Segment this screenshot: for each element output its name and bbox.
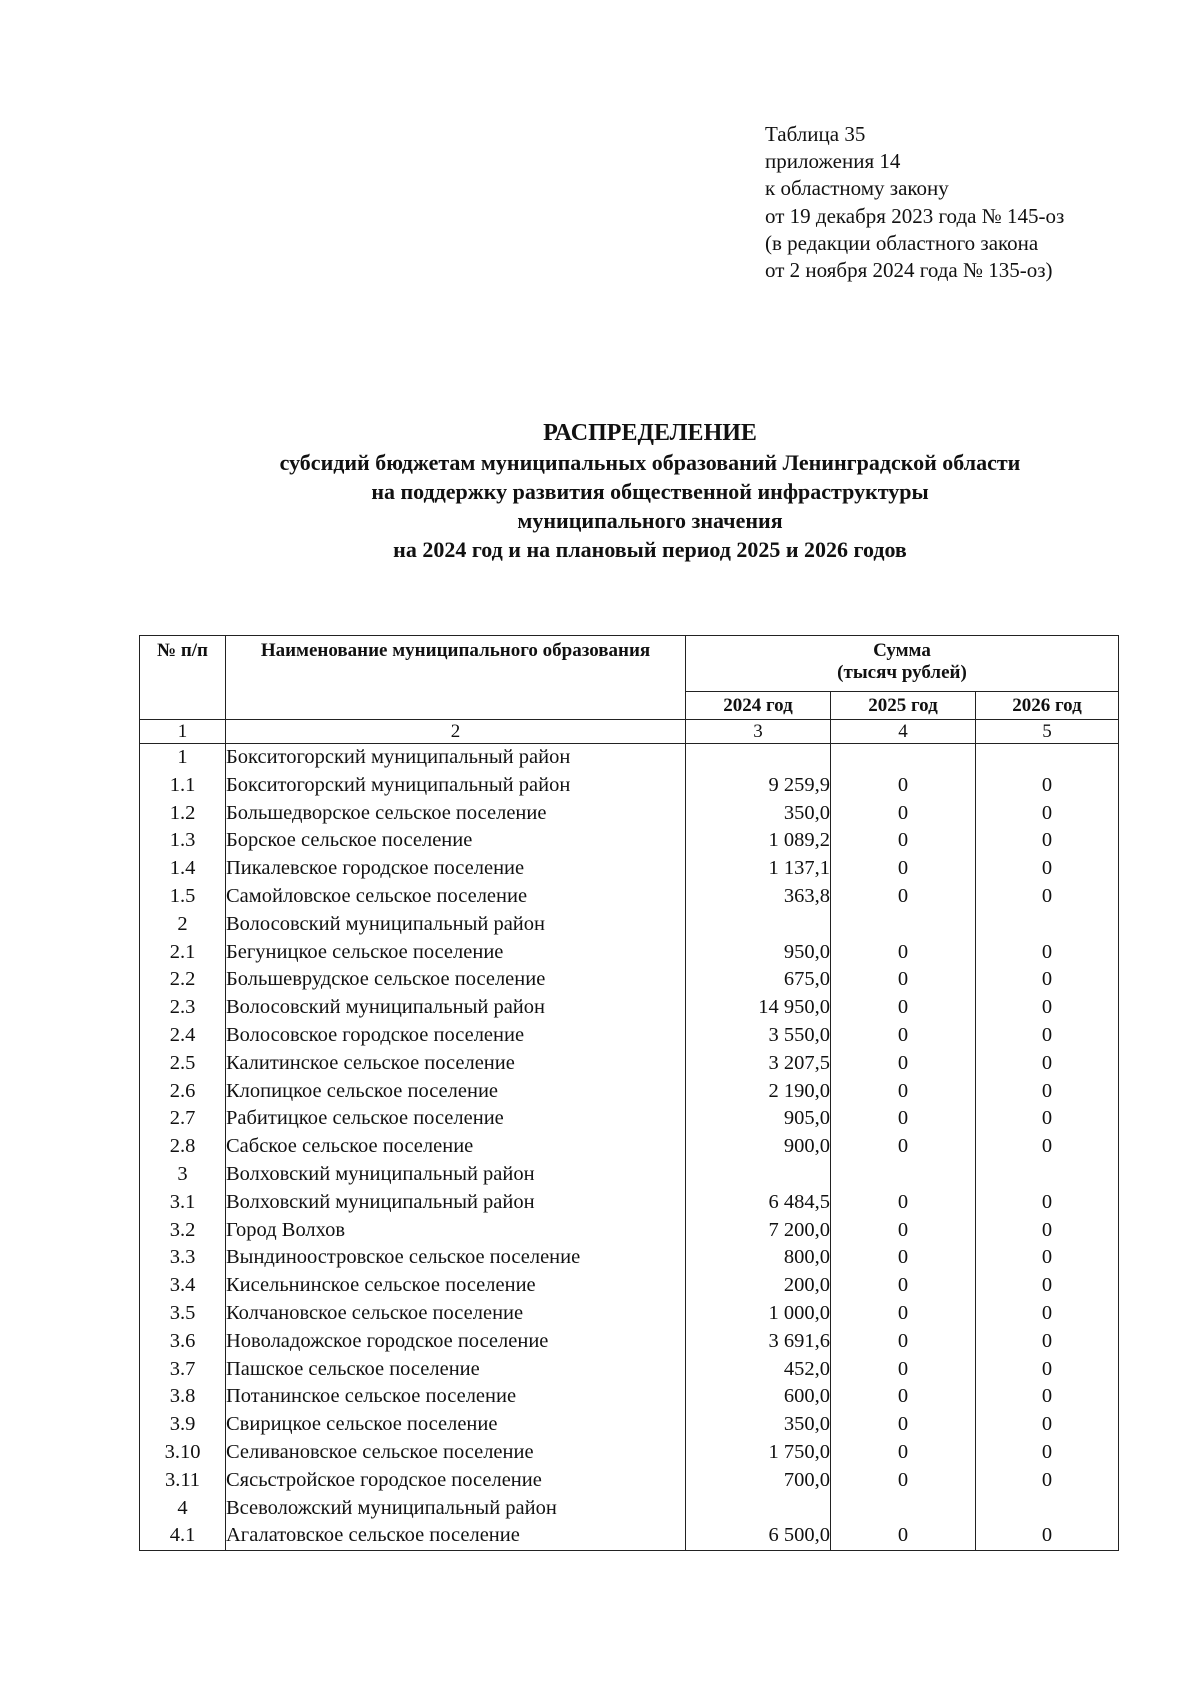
row-number: 2.6 <box>140 1078 226 1106</box>
row-number: 1.4 <box>140 855 226 883</box>
header-sum-unit: (тысяч рублей) <box>837 662 967 683</box>
row-amount-2026: 0 <box>976 1328 1119 1356</box>
row-amount-2025: 0 <box>831 1522 976 1550</box>
row-amount-2026: 0 <box>976 883 1119 911</box>
row-municipality-name: Большеврудское сельское поселение <box>226 966 686 994</box>
row-municipality-name: Волховский муниципальный район <box>226 1189 686 1217</box>
row-number: 2.2 <box>140 966 226 994</box>
row-amount-2025: 0 <box>831 1244 976 1272</box>
annex-line: приложения 14 <box>765 149 901 174</box>
row-amount-2025: 0 <box>831 855 976 883</box>
row-number: 3.9 <box>140 1411 226 1439</box>
table-row <box>140 1078 1119 1106</box>
row-amount-2024: 200,0 <box>686 1272 831 1300</box>
row-amount-2026: 0 <box>976 800 1119 828</box>
row-amount-2025: 0 <box>831 1411 976 1439</box>
annex-line: (в редакции областного закона <box>765 230 1039 255</box>
row-municipality-name: Калитинское сельское поселение <box>226 1050 686 1078</box>
annex-line: Таблица 35 <box>765 122 866 146</box>
row-amount-2024: 6 484,5 <box>686 1189 831 1217</box>
row-municipality-name: Сабское сельское поселение <box>226 1133 686 1161</box>
table-row <box>140 800 1119 828</box>
table-row <box>140 1356 1119 1384</box>
row-number: 3.10 <box>140 1439 226 1467</box>
row-municipality-name: Самойловское сельское поселение <box>226 883 686 911</box>
row-number: 2.5 <box>140 1050 226 1078</box>
table-row <box>140 1022 1119 1050</box>
row-amount-2025 <box>831 1161 976 1189</box>
table-row <box>140 1439 1119 1467</box>
table-row <box>140 1272 1119 1300</box>
table-row <box>140 883 1119 911</box>
row-amount-2024: 350,0 <box>686 1411 831 1439</box>
row-number: 3.3 <box>140 1244 226 1272</box>
row-municipality-name: Кисельнинское сельское поселение <box>226 1272 686 1300</box>
row-amount-2025: 0 <box>831 1217 976 1245</box>
row-amount-2026: 0 <box>976 1050 1119 1078</box>
row-municipality-name: Большедворское сельское поселение <box>226 800 686 828</box>
row-amount-2026: 0 <box>976 1439 1119 1467</box>
table-row <box>140 1217 1119 1245</box>
table-row <box>140 939 1119 967</box>
row-amount-2025 <box>831 744 976 772</box>
row-amount-2026: 0 <box>976 1217 1119 1245</box>
row-number: 3.6 <box>140 1328 226 1356</box>
document-heading <box>0 418 1200 564</box>
table-row <box>140 827 1119 855</box>
row-amount-2025: 0 <box>831 827 976 855</box>
row-amount-2026: 0 <box>976 994 1119 1022</box>
row-municipality-name: Вындиноостровское сельское поселение <box>226 1244 686 1272</box>
row-amount-2024: 3 691,6 <box>686 1328 831 1356</box>
annex-line: от 19 декабря 2023 года № 145-оз <box>765 203 1065 228</box>
row-amount-2024: 14 950,0 <box>686 994 831 1022</box>
table-row <box>140 1522 1119 1550</box>
row-amount-2024: 452,0 <box>686 1356 831 1384</box>
row-number: 4 <box>140 1495 226 1523</box>
row-amount-2026: 0 <box>976 1022 1119 1050</box>
row-amount-2024 <box>686 1495 831 1523</box>
row-amount-2025: 0 <box>831 1467 976 1495</box>
header-num: № п/п <box>140 636 226 720</box>
row-amount-2026: 0 <box>976 1133 1119 1161</box>
row-number: 2.4 <box>140 1022 226 1050</box>
row-municipality-name: Борское сельское поселение <box>226 827 686 855</box>
row-number: 3.1 <box>140 1189 226 1217</box>
row-municipality-name: Рабитицкое сельское поселение <box>226 1105 686 1133</box>
row-number: 3.2 <box>140 1217 226 1245</box>
row-amount-2024: 1 089,2 <box>686 827 831 855</box>
row-amount-2025: 0 <box>831 1022 976 1050</box>
row-number: 2.3 <box>140 994 226 1022</box>
row-municipality-name: Колчановское сельское поселение <box>226 1300 686 1328</box>
row-amount-2024: 950,0 <box>686 939 831 967</box>
row-amount-2026: 0 <box>976 1272 1119 1300</box>
annex-line: от 2 ноября 2024 года № 135-оз) <box>765 258 1053 283</box>
row-amount-2026: 0 <box>976 1383 1119 1411</box>
row-number: 2.8 <box>140 1133 226 1161</box>
row-amount-2026: 0 <box>976 1244 1119 1272</box>
table-row <box>140 1105 1119 1133</box>
row-number: 2.1 <box>140 939 226 967</box>
row-amount-2025: 0 <box>831 939 976 967</box>
annex-reference <box>765 121 1064 284</box>
table-row <box>140 1467 1119 1495</box>
row-municipality-name: Селивановское сельское поселение <box>226 1439 686 1467</box>
table-row <box>140 1244 1119 1272</box>
row-number: 1.5 <box>140 883 226 911</box>
column-number: 2 <box>226 720 686 744</box>
row-number: 3.4 <box>140 1272 226 1300</box>
row-amount-2026: 0 <box>976 939 1119 967</box>
row-amount-2026: 0 <box>976 1078 1119 1106</box>
row-amount-2024: 3 550,0 <box>686 1022 831 1050</box>
row-amount-2024: 905,0 <box>686 1105 831 1133</box>
document-title: РАСПРЕДЕЛЕНИЕ <box>543 420 757 446</box>
row-number: 3.7 <box>140 1356 226 1384</box>
row-municipality-name: Пашское сельское поселение <box>226 1356 686 1384</box>
row-amount-2024: 1 000,0 <box>686 1300 831 1328</box>
row-amount-2026 <box>976 1161 1119 1189</box>
row-amount-2025: 0 <box>831 1383 976 1411</box>
column-number: 4 <box>831 720 976 744</box>
row-amount-2026: 0 <box>976 1356 1119 1384</box>
row-municipality-name: Потанинское сельское поселение <box>226 1383 686 1411</box>
row-amount-2024: 900,0 <box>686 1133 831 1161</box>
row-amount-2025: 0 <box>831 966 976 994</box>
column-number: 5 <box>976 720 1119 744</box>
row-municipality-name: Агалатовское сельское поселение <box>226 1522 686 1550</box>
row-amount-2026: 0 <box>976 1522 1119 1550</box>
row-amount-2024: 3 207,5 <box>686 1050 831 1078</box>
row-amount-2025: 0 <box>831 1105 976 1133</box>
row-municipality-name: Волосовский муниципальный район <box>226 911 686 939</box>
row-amount-2026 <box>976 911 1119 939</box>
row-amount-2026 <box>976 744 1119 772</box>
row-amount-2025: 0 <box>831 1328 976 1356</box>
row-municipality-name: Новоладожское городское поселение <box>226 1328 686 1356</box>
row-municipality-name: Бокситогорский муниципальный район <box>226 744 686 772</box>
distribution-table <box>139 635 1119 1551</box>
row-amount-2024: 1 137,1 <box>686 855 831 883</box>
row-amount-2025: 0 <box>831 883 976 911</box>
row-amount-2026 <box>976 1495 1119 1523</box>
row-amount-2024: 800,0 <box>686 1244 831 1272</box>
row-amount-2024: 600,0 <box>686 1383 831 1411</box>
row-number: 2.7 <box>140 1105 226 1133</box>
row-municipality-name: Сясьстройское городское поселение <box>226 1467 686 1495</box>
annex-line: к областному закону <box>765 176 949 201</box>
row-amount-2026: 0 <box>976 1300 1119 1328</box>
row-number: 4.1 <box>140 1522 226 1550</box>
row-amount-2026: 0 <box>976 1189 1119 1217</box>
header-year-2024: 2024 год <box>686 692 831 720</box>
row-amount-2024: 9 259,9 <box>686 772 831 800</box>
row-number: 3.11 <box>140 1467 226 1495</box>
row-municipality-name: Город Волхов <box>226 1217 686 1245</box>
row-amount-2026: 0 <box>976 827 1119 855</box>
row-amount-2025 <box>831 1495 976 1523</box>
row-municipality-name: Свирицкое сельское поселение <box>226 1411 686 1439</box>
table-row <box>140 1050 1119 1078</box>
row-amount-2025: 0 <box>831 1050 976 1078</box>
row-amount-2025: 0 <box>831 1189 976 1217</box>
row-amount-2025: 0 <box>831 772 976 800</box>
column-number: 3 <box>686 720 831 744</box>
header-year-2025: 2025 год <box>831 692 976 720</box>
row-amount-2025: 0 <box>831 1078 976 1106</box>
column-number: 1 <box>140 720 226 744</box>
row-number: 2 <box>140 911 226 939</box>
row-amount-2024: 7 200,0 <box>686 1217 831 1245</box>
row-number: 1.1 <box>140 772 226 800</box>
row-amount-2026: 0 <box>976 966 1119 994</box>
document-subtitle-line: на 2024 год и на плановый период 2025 и 2026 годов <box>393 537 907 562</box>
table-row <box>140 744 1119 772</box>
document-subtitle-line: субсидий бюджетам муниципальных образований Ленинградской области <box>279 450 1021 475</box>
table-row <box>140 1328 1119 1356</box>
row-amount-2026: 0 <box>976 1411 1119 1439</box>
row-amount-2024: 2 190,0 <box>686 1078 831 1106</box>
table-row <box>140 1189 1119 1217</box>
row-number: 3.5 <box>140 1300 226 1328</box>
row-amount-2024 <box>686 911 831 939</box>
row-amount-2024: 675,0 <box>686 966 831 994</box>
row-municipality-name: Волосовское городское поселение <box>226 1022 686 1050</box>
row-amount-2024: 6 500,0 <box>686 1522 831 1550</box>
row-amount-2026: 0 <box>976 1467 1119 1495</box>
row-number: 3 <box>140 1161 226 1189</box>
row-amount-2026: 0 <box>976 1105 1119 1133</box>
document-subtitle-line: муниципального значения <box>517 508 783 533</box>
row-amount-2025 <box>831 911 976 939</box>
table-row <box>140 911 1119 939</box>
row-number: 1.3 <box>140 827 226 855</box>
header-sum-label: Сумма <box>873 640 931 661</box>
row-amount-2025: 0 <box>831 1272 976 1300</box>
row-amount-2026: 0 <box>976 772 1119 800</box>
row-municipality-name: Волховский муниципальный район <box>226 1161 686 1189</box>
table-row <box>140 1383 1119 1411</box>
table-row <box>140 1411 1119 1439</box>
document-subtitle-line: на поддержку развития общественной инфраструктуры <box>371 479 929 504</box>
row-number: 1 <box>140 744 226 772</box>
row-amount-2025: 0 <box>831 1356 976 1384</box>
row-municipality-name: Всеволожский муниципальный район <box>226 1495 686 1523</box>
header-name: Наименование муниципального образования <box>226 636 686 720</box>
table-row <box>140 994 1119 1022</box>
table-row <box>140 966 1119 994</box>
row-amount-2025: 0 <box>831 1300 976 1328</box>
row-amount-2024 <box>686 744 831 772</box>
table-row <box>140 1495 1119 1523</box>
row-amount-2025: 0 <box>831 1439 976 1467</box>
row-amount-2026: 0 <box>976 855 1119 883</box>
table-row <box>140 1300 1119 1328</box>
table-row <box>140 855 1119 883</box>
row-amount-2024: 363,8 <box>686 883 831 911</box>
row-municipality-name: Волосовский муниципальный район <box>226 994 686 1022</box>
row-municipality-name: Бегуницкое сельское поселение <box>226 939 686 967</box>
row-amount-2024: 700,0 <box>686 1467 831 1495</box>
row-amount-2024: 350,0 <box>686 800 831 828</box>
table-body <box>140 744 1119 1551</box>
row-number: 3.8 <box>140 1383 226 1411</box>
row-amount-2025: 0 <box>831 800 976 828</box>
header-sum <box>686 636 1119 692</box>
row-municipality-name: Бокситогорский муниципальный район <box>226 772 686 800</box>
table-row <box>140 1133 1119 1161</box>
header-year-2026: 2026 год <box>976 692 1119 720</box>
row-amount-2025: 0 <box>831 1133 976 1161</box>
row-amount-2024 <box>686 1161 831 1189</box>
table-row <box>140 1161 1119 1189</box>
row-amount-2024: 1 750,0 <box>686 1439 831 1467</box>
table-row <box>140 772 1119 800</box>
row-number: 1.2 <box>140 800 226 828</box>
row-municipality-name: Клопицкое сельское поселение <box>226 1078 686 1106</box>
row-municipality-name: Пикалевское городское поселение <box>226 855 686 883</box>
row-amount-2025: 0 <box>831 994 976 1022</box>
